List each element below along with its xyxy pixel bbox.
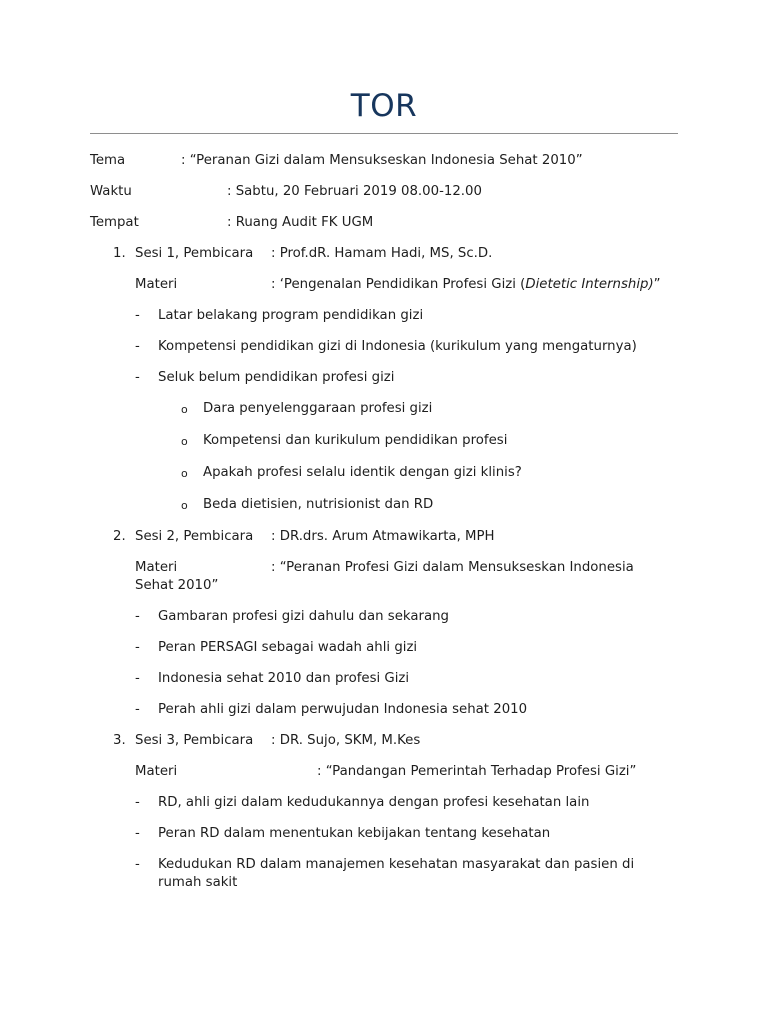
bullet-dash: - xyxy=(135,339,140,354)
session-speaker: : DR. Sujo, SKM, M.Kes xyxy=(271,733,421,748)
bullet-dash: - xyxy=(135,609,140,624)
bullet-circle: o xyxy=(181,403,188,416)
bullet-dash: - xyxy=(135,702,140,717)
materi-value: : “Pandangan Pemerintah Terhadap Profesi Gizi” xyxy=(317,764,637,779)
materi-label: Materi xyxy=(135,764,178,779)
list-item: Kedudukan RD dalam manajemen kesehatan masyarakat dan pasien di xyxy=(158,857,635,872)
session-number: 3. xyxy=(113,733,126,748)
session-number: 2. xyxy=(113,529,126,544)
waktu-value: : Sabtu, 20 Februari 2019 08.00-12.00 xyxy=(227,184,482,199)
list-item: Kompetensi pendidikan gizi di Indonesia (kurikulum yang mengaturnya) xyxy=(158,339,637,354)
bullet-circle: o xyxy=(181,499,188,512)
session-label: Sesi 1, Pembicara xyxy=(135,246,254,261)
materi-value: : ‘Pengenalan Pendidikan Profesi Gizi (Dietetic Internship)” xyxy=(271,277,661,292)
sub-list-item: Dara penyelenggaraan profesi gizi xyxy=(203,401,433,416)
materi-value: : “Peranan Profesi Gizi dalam Mensukseskan Indonesia xyxy=(271,560,634,575)
list-item: Perah ahli gizi dalam perwujudan Indonesia sehat 2010 xyxy=(158,702,528,717)
materi-value-continued: Sehat 2010” xyxy=(135,578,219,593)
list-item: Seluk belum pendidikan profesi gizi xyxy=(158,370,395,385)
bullet-dash: - xyxy=(135,671,140,686)
bullet-dash: - xyxy=(135,795,140,810)
list-item: Indonesia sehat 2010 dan profesi Gizi xyxy=(158,671,410,686)
bullet-circle: o xyxy=(181,435,188,448)
list-item: Peran PERSAGI sebagai wadah ahli gizi xyxy=(158,640,418,655)
bullet-dash: - xyxy=(135,370,140,385)
bullet-dash: - xyxy=(135,640,140,655)
tempat-label: Tempat xyxy=(90,215,139,230)
waktu-label: Waktu xyxy=(90,184,132,199)
sub-list-item: Apakah profesi selalu identik dengan gizi klinis? xyxy=(203,465,522,480)
bullet-circle: o xyxy=(181,467,188,480)
list-item: Latar belakang program pendidikan gizi xyxy=(158,308,424,323)
sub-list-item: Kompetensi dan kurikulum pendidikan profesi xyxy=(203,433,508,448)
session-speaker: : Prof.dR. Hamam Hadi, MS, Sc.D. xyxy=(271,246,493,261)
session-number: 1. xyxy=(113,246,126,261)
list-item-continued: rumah sakit xyxy=(158,875,238,890)
list-item: Gambaran profesi gizi dahulu dan sekarang xyxy=(158,609,449,624)
bullet-dash: - xyxy=(135,857,140,872)
tempat-value: : Ruang Audit FK UGM xyxy=(227,215,374,230)
materi-label: Materi xyxy=(135,277,178,292)
session-label: Sesi 3, Pembicara xyxy=(135,733,254,748)
list-item: RD, ahli gizi dalam kedudukannya dengan profesi kesehatan lain xyxy=(158,795,590,810)
session-speaker: : DR.drs. Arum Atmawikarta, MPH xyxy=(271,529,495,544)
tema-value: : “Peranan Gizi dalam Mensukseskan Indonesia Sehat 2010” xyxy=(181,153,583,168)
tema-label: Tema xyxy=(90,153,126,168)
sub-list-item: Beda dietisien, nutrisionist dan RD xyxy=(203,497,434,512)
bullet-dash: - xyxy=(135,308,140,323)
materi-label: Materi xyxy=(135,560,178,575)
bullet-dash: - xyxy=(135,826,140,841)
document-title: TOR xyxy=(350,88,418,124)
list-item: Peran RD dalam menentukan kebijakan tentang kesehatan xyxy=(158,826,551,841)
session-label: Sesi 2, Pembicara xyxy=(135,529,254,544)
title-divider xyxy=(90,133,678,134)
